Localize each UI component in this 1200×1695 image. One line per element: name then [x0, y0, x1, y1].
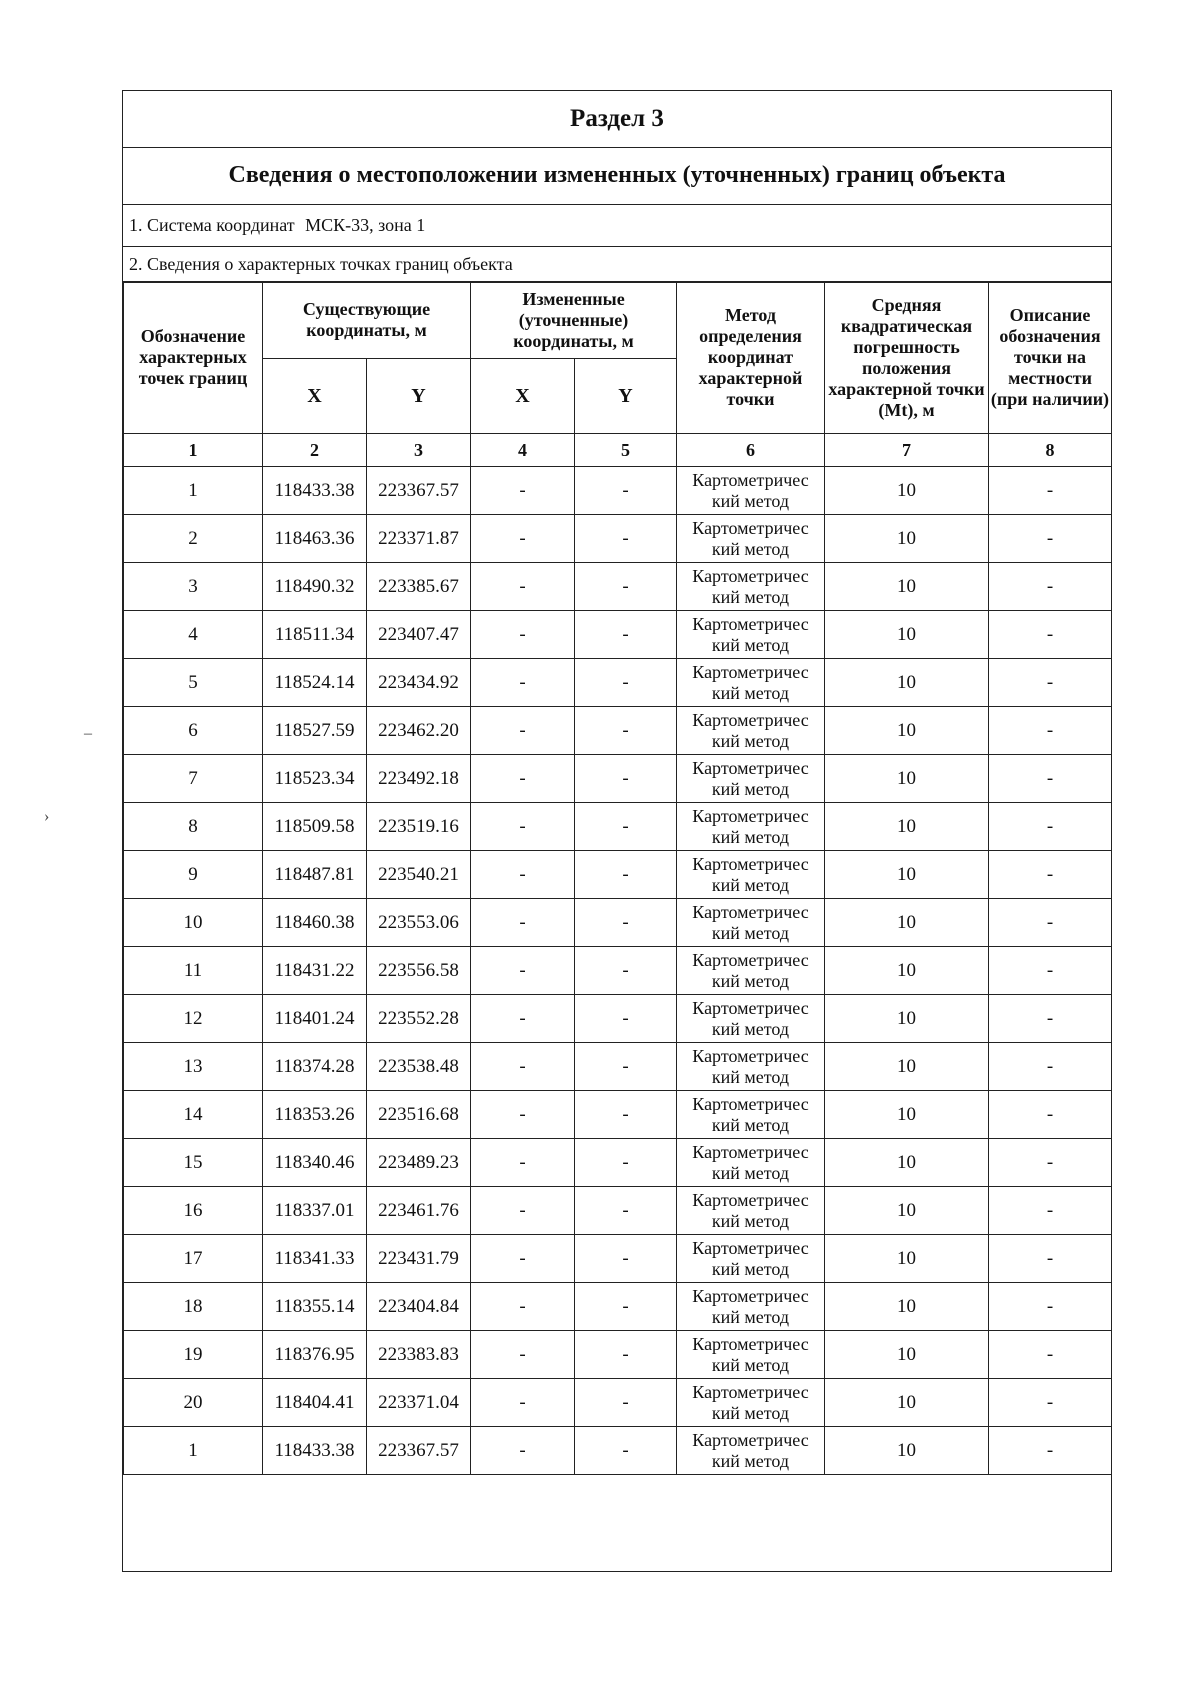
method-cell — [677, 611, 825, 659]
existing-y-cell: 223434.92 — [367, 659, 471, 707]
existing-x-cell: 118511.34 — [263, 611, 367, 659]
method-line-1: Картометричес — [692, 1333, 809, 1354]
existing-x-cell: 118353.26 — [263, 1091, 367, 1139]
changed-x-cell: - — [471, 707, 575, 755]
coordinate-system-value: МСК-33, зона 1 — [305, 215, 426, 235]
header-method: Метод определения координат характерной точки — [677, 282, 825, 434]
changed-y-cell: - — [575, 1235, 677, 1283]
heading-band — [123, 148, 1111, 205]
method-line-2: кий метод — [711, 1306, 790, 1327]
method-line-2: кий метод — [711, 1066, 790, 1087]
method-cell — [677, 515, 825, 563]
column-numbers-row — [124, 434, 1112, 467]
table-row — [124, 1091, 1112, 1139]
changed-x-cell: - — [471, 611, 575, 659]
existing-y-cell: 223540.21 — [367, 851, 471, 899]
existing-y-cell: 223492.18 — [367, 755, 471, 803]
error-cell: 10 — [825, 515, 989, 563]
changed-y-cell: - — [575, 563, 677, 611]
error-cell: 10 — [825, 563, 989, 611]
method-line-2: кий метод — [711, 538, 790, 559]
header-error: Средняя квадратическая погрешность положения характерной точки (Mt), м — [825, 282, 989, 434]
column-number: 8 — [989, 434, 1112, 467]
table-row — [124, 1427, 1112, 1475]
point-number-cell: 2 — [124, 515, 263, 563]
description-cell: - — [989, 1331, 1112, 1379]
existing-x-cell: 118431.22 — [263, 947, 367, 995]
changed-y-cell: - — [575, 1043, 677, 1091]
point-number-cell: 8 — [124, 803, 263, 851]
method-cell — [677, 851, 825, 899]
header-existing-y: Y — [367, 359, 471, 434]
method-line-1: Картометричес — [692, 613, 809, 634]
method-line-2: кий метод — [711, 490, 790, 511]
table-row — [124, 611, 1112, 659]
column-number: 7 — [825, 434, 989, 467]
error-cell: 10 — [825, 1427, 989, 1475]
existing-x-cell: 118404.41 — [263, 1379, 367, 1427]
existing-y-cell: 223407.47 — [367, 611, 471, 659]
method-line-1: Картометричес — [692, 1189, 809, 1210]
existing-x-cell: 118433.38 — [263, 1427, 367, 1475]
point-number-cell: 16 — [124, 1187, 263, 1235]
description-cell: - — [989, 899, 1112, 947]
method-line-2: кий метод — [711, 970, 790, 991]
changed-x-cell: - — [471, 563, 575, 611]
method-cell — [677, 1331, 825, 1379]
existing-x-cell: 118401.24 — [263, 995, 367, 1043]
description-cell: - — [989, 707, 1112, 755]
table-row — [124, 1235, 1112, 1283]
points-heading: 2. Сведения о характерных точках границ объекта — [129, 254, 513, 274]
table-row — [124, 659, 1112, 707]
method-line-1: Картометричес — [692, 1045, 809, 1066]
existing-y-cell: 223367.57 — [367, 467, 471, 515]
method-line-1: Картометричес — [692, 1141, 809, 1162]
description-cell: - — [989, 1091, 1112, 1139]
empty-footer-area — [123, 1501, 1111, 1571]
error-cell: 10 — [825, 1043, 989, 1091]
description-cell: - — [989, 947, 1112, 995]
method-cell — [677, 707, 825, 755]
changed-y-cell: - — [575, 467, 677, 515]
column-number: 6 — [677, 434, 825, 467]
point-number-cell: 14 — [124, 1091, 263, 1139]
method-line-2: кий метод — [711, 1162, 790, 1183]
method-line-1: Картометричес — [692, 1381, 809, 1402]
description-cell: - — [989, 1139, 1112, 1187]
method-line-2: кий метод — [711, 1402, 790, 1423]
changed-x-cell: - — [471, 1235, 575, 1283]
table-row — [124, 851, 1112, 899]
error-cell: 10 — [825, 659, 989, 707]
existing-y-cell: 223462.20 — [367, 707, 471, 755]
description-cell: - — [989, 1043, 1112, 1091]
changed-x-cell: - — [471, 755, 575, 803]
method-line-1: Картометричес — [692, 1285, 809, 1306]
header-existing-x: X — [263, 359, 367, 434]
boundary-points-table — [123, 281, 1112, 1475]
changed-y-cell: - — [575, 659, 677, 707]
table-row — [124, 947, 1112, 995]
error-cell: 10 — [825, 1331, 989, 1379]
existing-y-cell: 223489.23 — [367, 1139, 471, 1187]
changed-x-cell: - — [471, 851, 575, 899]
error-cell: 10 — [825, 467, 989, 515]
method-cell — [677, 899, 825, 947]
error-cell: 10 — [825, 1187, 989, 1235]
method-cell — [677, 1283, 825, 1331]
existing-x-cell: 118340.46 — [263, 1139, 367, 1187]
column-number: 5 — [575, 434, 677, 467]
existing-x-cell: 118523.34 — [263, 755, 367, 803]
method-cell — [677, 1043, 825, 1091]
existing-x-cell: 118337.01 — [263, 1187, 367, 1235]
changed-y-cell: - — [575, 851, 677, 899]
point-number-cell: 11 — [124, 947, 263, 995]
error-cell: 10 — [825, 803, 989, 851]
table-row — [124, 995, 1112, 1043]
description-cell: - — [989, 995, 1112, 1043]
points-heading-band — [123, 247, 1111, 283]
changed-x-cell: - — [471, 467, 575, 515]
description-cell: - — [989, 1283, 1112, 1331]
error-cell: 10 — [825, 1139, 989, 1187]
method-cell — [677, 1139, 825, 1187]
changed-y-cell: - — [575, 1091, 677, 1139]
existing-y-cell: 223385.67 — [367, 563, 471, 611]
changed-x-cell: - — [471, 1331, 575, 1379]
method-line-1: Картометричес — [692, 1429, 809, 1450]
header-changed-coordinates: Измененные (уточненные) координаты, м — [471, 282, 677, 359]
changed-x-cell: - — [471, 947, 575, 995]
changed-y-cell: - — [575, 611, 677, 659]
header-changed-x: X — [471, 359, 575, 434]
method-cell — [677, 995, 825, 1043]
changed-y-cell: - — [575, 1139, 677, 1187]
method-line-2: кий метод — [711, 682, 790, 703]
changed-y-cell: - — [575, 755, 677, 803]
table-row — [124, 755, 1112, 803]
column-number: 1 — [124, 434, 263, 467]
method-line-2: кий метод — [711, 1018, 790, 1039]
point-number-cell: 20 — [124, 1379, 263, 1427]
method-cell — [677, 659, 825, 707]
existing-y-cell: 223371.87 — [367, 515, 471, 563]
point-number-cell: 19 — [124, 1331, 263, 1379]
changed-y-cell: - — [575, 1379, 677, 1427]
existing-y-cell: 223383.83 — [367, 1331, 471, 1379]
coordinate-system-label: 1. Система координат — [129, 215, 295, 235]
description-cell: - — [989, 851, 1112, 899]
column-number: 4 — [471, 434, 575, 467]
document-heading: Сведения о местоположении измененных (уточненных) границ объекта — [228, 162, 1006, 188]
method-line-2: кий метод — [711, 1114, 790, 1135]
method-line-1: Картометричес — [692, 1093, 809, 1114]
changed-y-cell: - — [575, 1283, 677, 1331]
method-line-2: кий метод — [711, 1258, 790, 1279]
table-row — [124, 515, 1112, 563]
error-cell: 10 — [825, 1091, 989, 1139]
existing-x-cell: 118524.14 — [263, 659, 367, 707]
changed-y-cell: - — [575, 515, 677, 563]
error-cell: 10 — [825, 1283, 989, 1331]
point-number-cell: 3 — [124, 563, 263, 611]
description-cell: - — [989, 803, 1112, 851]
changed-y-cell: - — [575, 995, 677, 1043]
description-cell: - — [989, 515, 1112, 563]
table-row — [124, 1043, 1112, 1091]
description-cell: - — [989, 563, 1112, 611]
changed-y-cell: - — [575, 1427, 677, 1475]
method-line-1: Картометричес — [692, 853, 809, 874]
error-cell: 10 — [825, 611, 989, 659]
error-cell: 10 — [825, 707, 989, 755]
point-number-cell: 4 — [124, 611, 263, 659]
existing-y-cell: 223431.79 — [367, 1235, 471, 1283]
changed-y-cell: - — [575, 803, 677, 851]
table-row — [124, 1331, 1112, 1379]
error-cell: 10 — [825, 899, 989, 947]
existing-x-cell: 118509.58 — [263, 803, 367, 851]
method-line-1: Картометричес — [692, 661, 809, 682]
error-cell: 10 — [825, 851, 989, 899]
changed-y-cell: - — [575, 1331, 677, 1379]
existing-x-cell: 118374.28 — [263, 1043, 367, 1091]
changed-x-cell: - — [471, 1379, 575, 1427]
changed-x-cell: - — [471, 1043, 575, 1091]
method-line-2: кий метод — [711, 1450, 790, 1471]
table-row — [124, 899, 1112, 947]
method-line-1: Картометричес — [692, 469, 809, 490]
changed-x-cell: - — [471, 659, 575, 707]
margin-dash-mark: – — [84, 725, 92, 742]
table-row — [124, 1139, 1112, 1187]
existing-y-cell: 223553.06 — [367, 899, 471, 947]
method-line-1: Картометричес — [692, 757, 809, 778]
header-existing-coordinates: Существующие координаты, м — [263, 282, 471, 359]
point-number-cell: 5 — [124, 659, 263, 707]
error-cell: 10 — [825, 947, 989, 995]
method-line-2: кий метод — [711, 586, 790, 607]
table-row — [124, 1283, 1112, 1331]
changed-x-cell: - — [471, 899, 575, 947]
point-number-cell: 15 — [124, 1139, 263, 1187]
header-designation: Обозначение характерных точек границ — [124, 282, 263, 434]
changed-x-cell: - — [471, 803, 575, 851]
existing-x-cell: 118433.38 — [263, 467, 367, 515]
description-cell: - — [989, 1379, 1112, 1427]
method-line-1: Картометричес — [692, 517, 809, 538]
error-cell: 10 — [825, 995, 989, 1043]
method-line-2: кий метод — [711, 1210, 790, 1231]
column-number: 3 — [367, 434, 471, 467]
description-cell: - — [989, 1235, 1112, 1283]
description-cell: - — [989, 1187, 1112, 1235]
error-cell: 10 — [825, 755, 989, 803]
existing-x-cell: 118490.32 — [263, 563, 367, 611]
existing-y-cell: 223552.28 — [367, 995, 471, 1043]
method-line-1: Картометричес — [692, 901, 809, 922]
method-cell — [677, 1187, 825, 1235]
changed-x-cell: - — [471, 1139, 575, 1187]
method-line-1: Картометричес — [692, 949, 809, 970]
table-row — [124, 707, 1112, 755]
point-number-cell: 1 — [124, 467, 263, 515]
point-number-cell: 9 — [124, 851, 263, 899]
margin-stray-mark: › — [44, 808, 50, 825]
point-number-cell: 18 — [124, 1283, 263, 1331]
method-cell — [677, 1379, 825, 1427]
table-row — [124, 1187, 1112, 1235]
table-body — [124, 467, 1112, 1475]
changed-x-cell: - — [471, 1427, 575, 1475]
existing-y-cell: 223461.76 — [367, 1187, 471, 1235]
table-row — [124, 1379, 1112, 1427]
method-line-1: Картометричес — [692, 1237, 809, 1258]
existing-y-cell: 223516.68 — [367, 1091, 471, 1139]
method-line-1: Картометричес — [692, 805, 809, 826]
method-line-2: кий метод — [711, 634, 790, 655]
point-number-cell: 12 — [124, 995, 263, 1043]
error-cell: 10 — [825, 1379, 989, 1427]
changed-y-cell: - — [575, 707, 677, 755]
method-cell — [677, 563, 825, 611]
method-line-2: кий метод — [711, 1354, 790, 1375]
existing-y-cell: 223556.58 — [367, 947, 471, 995]
table-row — [124, 803, 1112, 851]
changed-x-cell: - — [471, 515, 575, 563]
method-line-1: Картометричес — [692, 709, 809, 730]
point-number-cell: 10 — [124, 899, 263, 947]
method-line-2: кий метод — [711, 778, 790, 799]
changed-x-cell: - — [471, 1283, 575, 1331]
changed-y-cell: - — [575, 1187, 677, 1235]
method-line-1: Картометричес — [692, 565, 809, 586]
changed-x-cell: - — [471, 995, 575, 1043]
existing-y-cell: 223371.04 — [367, 1379, 471, 1427]
method-cell — [677, 1235, 825, 1283]
description-cell: - — [989, 611, 1112, 659]
description-cell: - — [989, 467, 1112, 515]
table-row — [124, 563, 1112, 611]
existing-x-cell: 118487.81 — [263, 851, 367, 899]
method-line-2: кий метод — [711, 874, 790, 895]
header-changed-y: Y — [575, 359, 677, 434]
changed-x-cell: - — [471, 1187, 575, 1235]
point-number-cell: 7 — [124, 755, 263, 803]
changed-x-cell: - — [471, 1091, 575, 1139]
table-row — [124, 467, 1112, 515]
method-line-2: кий метод — [711, 826, 790, 847]
point-number-cell: 17 — [124, 1235, 263, 1283]
point-number-cell: 6 — [124, 707, 263, 755]
description-cell: - — [989, 659, 1112, 707]
changed-y-cell: - — [575, 899, 677, 947]
method-line-1: Картометричес — [692, 997, 809, 1018]
method-cell — [677, 947, 825, 995]
point-number-cell: 1 — [124, 1427, 263, 1475]
changed-y-cell: - — [575, 947, 677, 995]
existing-y-cell: 223404.84 — [367, 1283, 471, 1331]
method-cell — [677, 1091, 825, 1139]
method-line-2: кий метод — [711, 730, 790, 751]
section-title-band — [123, 91, 1111, 148]
method-cell — [677, 467, 825, 515]
existing-y-cell: 223367.57 — [367, 1427, 471, 1475]
method-cell — [677, 755, 825, 803]
method-cell — [677, 803, 825, 851]
coordinate-system-band — [123, 205, 1111, 247]
existing-x-cell: 118376.95 — [263, 1331, 367, 1379]
existing-y-cell: 223538.48 — [367, 1043, 471, 1091]
section-title: Раздел 3 — [570, 105, 664, 132]
column-number: 2 — [263, 434, 367, 467]
existing-x-cell: 118527.59 — [263, 707, 367, 755]
existing-x-cell: 118460.38 — [263, 899, 367, 947]
description-cell: - — [989, 1427, 1112, 1475]
point-number-cell: 13 — [124, 1043, 263, 1091]
error-cell: 10 — [825, 1235, 989, 1283]
header-description: Описание обозначения точки на местности (при наличии) — [989, 282, 1112, 434]
method-line-2: кий метод — [711, 922, 790, 943]
existing-x-cell: 118341.33 — [263, 1235, 367, 1283]
existing-y-cell: 223519.16 — [367, 803, 471, 851]
existing-x-cell: 118355.14 — [263, 1283, 367, 1331]
method-cell — [677, 1427, 825, 1475]
existing-x-cell: 118463.36 — [263, 515, 367, 563]
description-cell: - — [989, 755, 1112, 803]
document-sheet — [122, 90, 1112, 1572]
